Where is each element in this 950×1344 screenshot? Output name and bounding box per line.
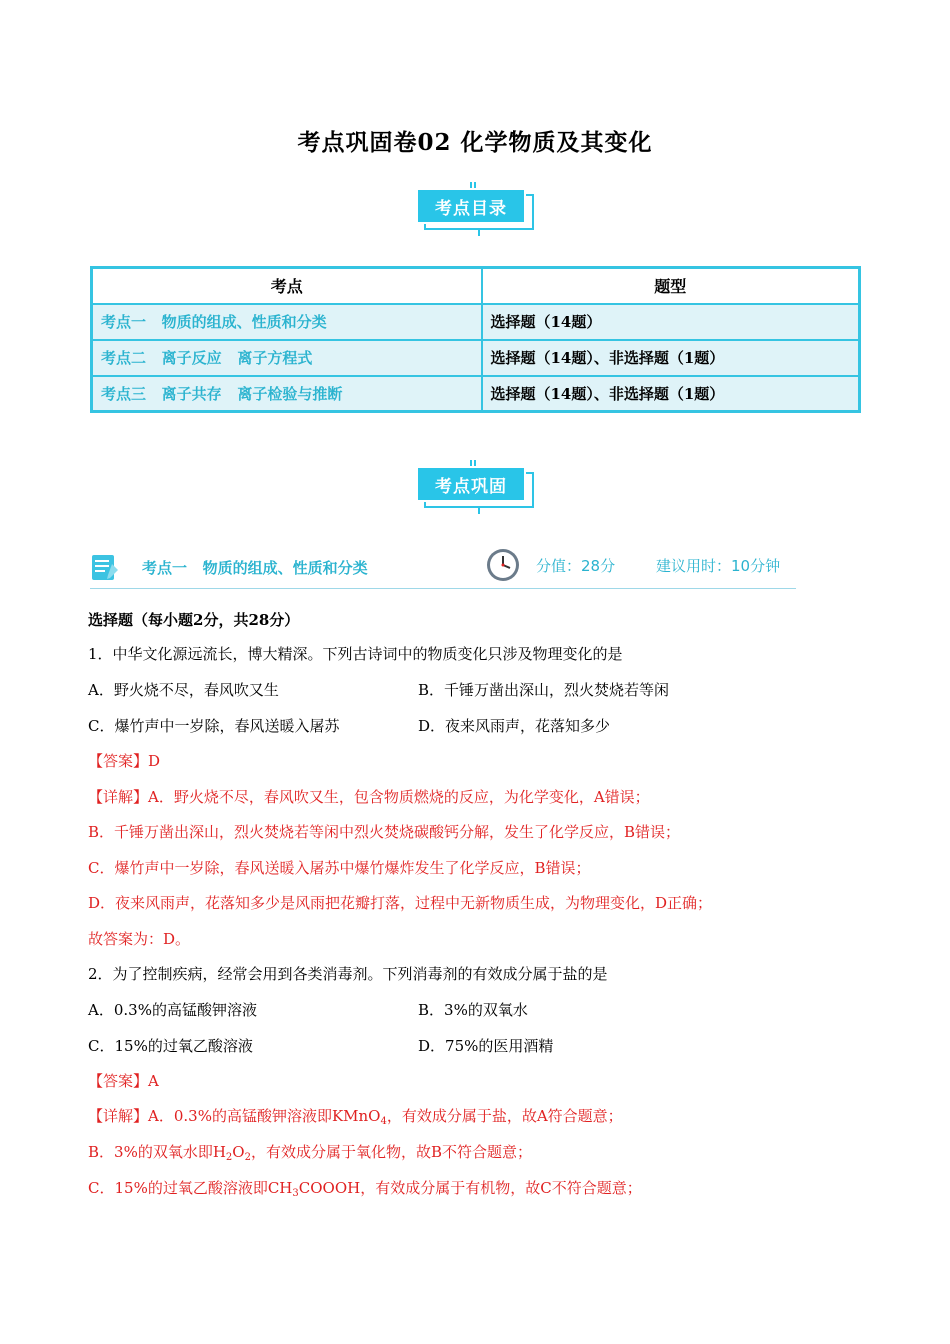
q1-detail-line: B．千锤万凿出深山，烈火焚烧若等闲中烈火焚烧碳酸钙分解，发生了化学反应，B错误；	[88, 823, 681, 841]
banner-tick	[470, 460, 472, 466]
q1-detail-line: D．夜来风雨声，花落知多少是风雨把花瓣打落，过程中无新物质生成，为物理变化，D正确；	[88, 894, 713, 912]
q2-option-a: A．0.3%的高锰酸钾溶液	[88, 1001, 257, 1019]
banner-tick	[474, 182, 476, 188]
toc-tp-cell: 选择题（14题）、非选择题（1题）	[482, 340, 860, 376]
q2-detail-b-mid: O	[232, 1143, 245, 1161]
section-time: 建议用时：10分钟	[656, 557, 781, 575]
toc-table	[90, 266, 861, 413]
toc-kp-text: 考点二 离子反应 离子方程式	[101, 349, 313, 367]
page-title: 考点巩固卷02 化学物质及其变化	[297, 129, 653, 156]
table-row	[92, 376, 860, 412]
q2-answer: 【答案】A	[88, 1072, 159, 1090]
table-row	[92, 304, 860, 340]
q1-stem: 1．中华文化源远流长，博大精深。下列古诗词中的物质变化只涉及物理变化的是	[88, 645, 623, 663]
q1-option-b: B．千锤万凿出深山，烈火焚烧若等闲	[418, 681, 670, 699]
q2-detail-b-sub1: 2	[225, 1152, 233, 1163]
toc-header-row	[92, 268, 860, 304]
toc-banner	[416, 188, 534, 230]
q2-detail-b-sub2: 2	[244, 1152, 251, 1163]
q2-detail-line	[88, 1178, 642, 1204]
q2-option-b: B．3%的双氧水	[418, 1001, 528, 1019]
toc-kp-cell	[92, 340, 482, 376]
q1-detail-line: C．爆竹声中一岁除，春风送暖入屠苏中爆竹爆炸发生了化学反应，B错误；	[88, 859, 591, 877]
toc-header-kp: 考点	[92, 268, 482, 304]
clock-icon	[486, 548, 520, 582]
q2-detail-b-pre: B．3%的双氧水即H	[88, 1143, 226, 1161]
section-score: 分值：28分	[536, 557, 616, 575]
q2-detail-c-pre: C．15%的过氧乙酸溶液即CH	[88, 1179, 293, 1197]
q2-detail-c-sub: 3	[292, 1188, 299, 1199]
q1-detail-line: 【详解】A．野火烧不尽，春风吹又生，包含物质燃烧的反应，为化学变化，A错误；	[88, 788, 650, 806]
banner-label: 考点巩固	[416, 466, 526, 502]
q2-stem: 2．为了控制疾病，经常会用到各类消毒剂。下列消毒剂的有效成分属于盐的是	[88, 965, 608, 983]
q2-option-c: C．15%的过氧乙酸溶液	[88, 1037, 253, 1055]
q2-detail-c-post: COOOH，有效成分属于有机物，故C不符合题意；	[298, 1179, 642, 1197]
section-title: 考点一 物质的组成、性质和分类	[142, 559, 368, 577]
toc-tp-cell: 选择题（14题）	[482, 304, 860, 340]
q1-option-c: C．爆竹声中一岁除，春风送暖入屠苏	[88, 717, 340, 735]
toc-kp-text: 考点一 物质的组成、性质和分类	[101, 313, 327, 331]
toc-header-tp: 题型	[482, 268, 860, 304]
q2-option-d: D．75%的医用酒精	[418, 1037, 554, 1055]
toc-kp-cell	[92, 304, 482, 340]
q1-option-a: A．野火烧不尽，春风吹又生	[88, 681, 279, 699]
banner-tick	[478, 508, 480, 514]
q2-detail-a-pre: 【详解】A．0.3%的高锰酸钾溶液即KMnO	[88, 1107, 381, 1125]
consolidate-banner	[416, 466, 534, 508]
q2-detail-b-post: ，有效成分属于氧化物，故B不符合题意；	[250, 1143, 532, 1161]
toc-kp-cell	[92, 376, 482, 412]
q2-detail-a-post: ，有效成分属于盐，故A符合题意；	[386, 1107, 623, 1125]
q2-detail-a-sub: 4	[380, 1116, 387, 1127]
q2-detail-line	[88, 1106, 623, 1132]
toc-kp-text: 考点三 离子共存 离子检验与推断	[101, 384, 343, 403]
table-row	[92, 340, 860, 376]
section-header	[90, 548, 796, 589]
q1-answer: 【答案】D	[88, 752, 161, 770]
q2-detail-line	[88, 1142, 532, 1168]
q1-option-d: D．夜来风雨声，花落知多少	[418, 717, 611, 735]
q1-detail-line: 故答案为：D。	[88, 930, 191, 948]
banner-tick	[478, 230, 480, 236]
banner-tick	[470, 182, 472, 188]
toc-tp-cell: 选择题（14题）、非选择题（1题）	[482, 376, 860, 412]
part-heading: 选择题（每小题2分，共28分）	[88, 611, 300, 629]
note-icon	[90, 552, 120, 582]
banner-tick	[474, 460, 476, 466]
banner-label: 考点目录	[416, 188, 526, 224]
